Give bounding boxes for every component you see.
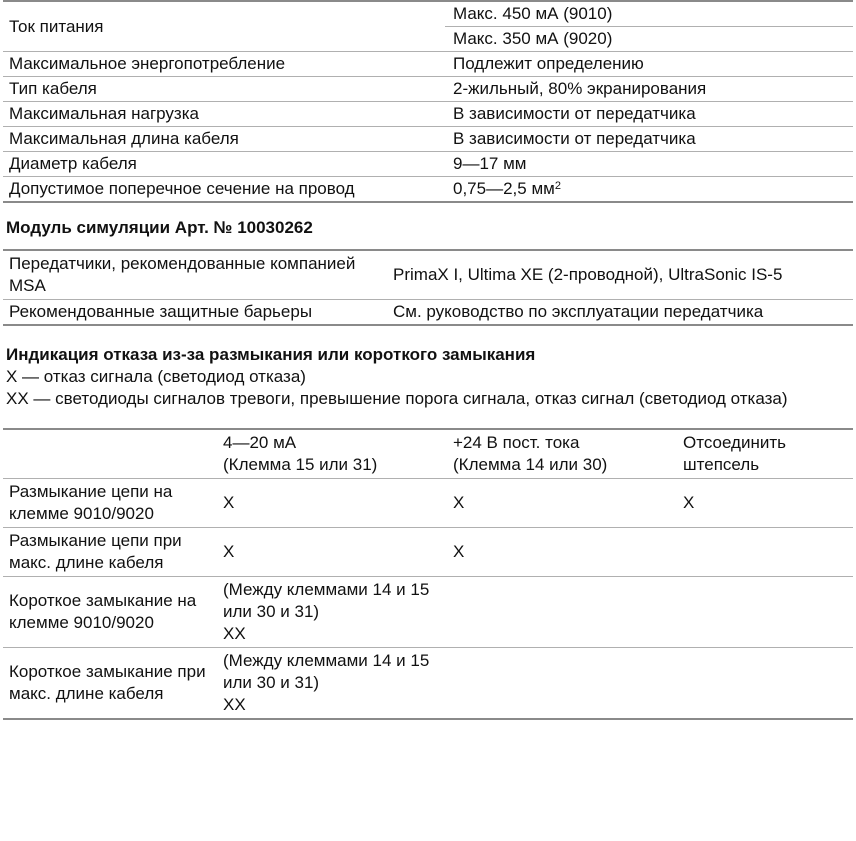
row-label: Допустимое поперечное сечение на провод [3,177,445,203]
cell-value: XX [223,695,246,714]
row-label: Ток питания [9,16,104,36]
table-row [3,1,853,27]
cell-4-20ma [217,577,447,648]
row-label: Рекомендованные защитные барьеры [3,300,385,326]
cell-4-20ma: X [217,528,447,577]
table-header-row [3,429,853,479]
cell-value: XX [223,624,246,643]
row-label: Тип кабеля [3,77,445,102]
cell-4-20ma [217,648,447,720]
table-row [3,300,853,326]
header-disconnect: Отсоединить штепсель [683,433,786,474]
row-value: В зависимости от передатчика [445,127,853,152]
simulation-heading: Модуль симуляции Арт. № 10030262 [6,218,313,237]
row-label: Максимальная нагрузка [3,102,445,127]
table-row [3,479,853,528]
row-label: Короткое замыкание на клемме 9010/9020 [3,577,217,648]
row-value: В зависимости от передатчика [445,102,853,127]
row-label: Короткое замыкание при макс. длине кабеля [3,648,217,720]
power-spec-table [3,0,853,203]
fault-table [3,428,853,720]
cell-4-20ma: X [217,479,447,528]
table-row [3,77,853,102]
row-value: См. руководство по эксплуатации передатчика [385,300,853,326]
table-row [3,577,853,648]
cell-24v: X [447,528,677,577]
note-x: X — отказ сигнала (светодиод отказа) [6,367,306,386]
header-4-20ma: 4—20 мА (Клемма 15 или 31) [223,433,378,474]
value-text: 0,75—2,5 мм [453,179,555,198]
cell-24v: X [447,479,677,528]
table-row [3,102,853,127]
cell-disconnect [677,528,853,577]
table-row [3,152,853,177]
header-24v: +24 В пост. тока (Клемма 14 или 30) [453,433,608,474]
table-row [3,177,853,203]
cell-note: (Между клеммами 14 и 15 или 30 и 31) [223,651,430,692]
cell-disconnect [677,577,853,648]
row-label: Размыкание цепи на клемме 9010/9020 [3,479,217,528]
cell-24v [447,577,677,648]
row-value: PrimaX I, Ultima XE (2-проводной), UltraSonic IS-5 [393,265,783,284]
superscript: 2 [554,180,561,192]
row-label: Диаметр кабеля [3,152,445,177]
note-xx: XX — светодиоды сигналов тревоги, превышение порога сигнала, отказ сигнал (светодиод отказа) [6,389,788,408]
row-value: 9—17 мм [445,152,853,177]
table-row [3,52,853,77]
row-label: Передатчики, рекомендованные компанией MSA [9,254,356,295]
simulation-table [3,249,853,326]
row-value: Макс. 350 мА (9020) [445,27,853,52]
cell-24v [447,648,677,720]
row-label: Максимальное энергопотребление [3,52,445,77]
cell-disconnect [677,648,853,720]
row-value: Подлежит определению [445,52,853,77]
cell-note: (Между клеммами 14 и 15 или 30 и 31) [223,580,430,621]
row-label: Размыкание цепи при макс. длине кабеля [3,528,217,577]
table-row [3,528,853,577]
row-value [445,177,853,203]
row-value: Макс. 450 мА (9010) [445,1,853,27]
table-row [3,127,853,152]
table-row [3,250,853,300]
fault-heading: Индикация отказа из-за размыкания или короткого замыкания [6,345,536,364]
header-empty [3,429,217,479]
table-row [3,648,853,720]
row-value: 2-жильный, 80% экранирования [445,77,853,102]
cell-disconnect: X [677,479,853,528]
row-label: Максимальная длина кабеля [3,127,445,152]
